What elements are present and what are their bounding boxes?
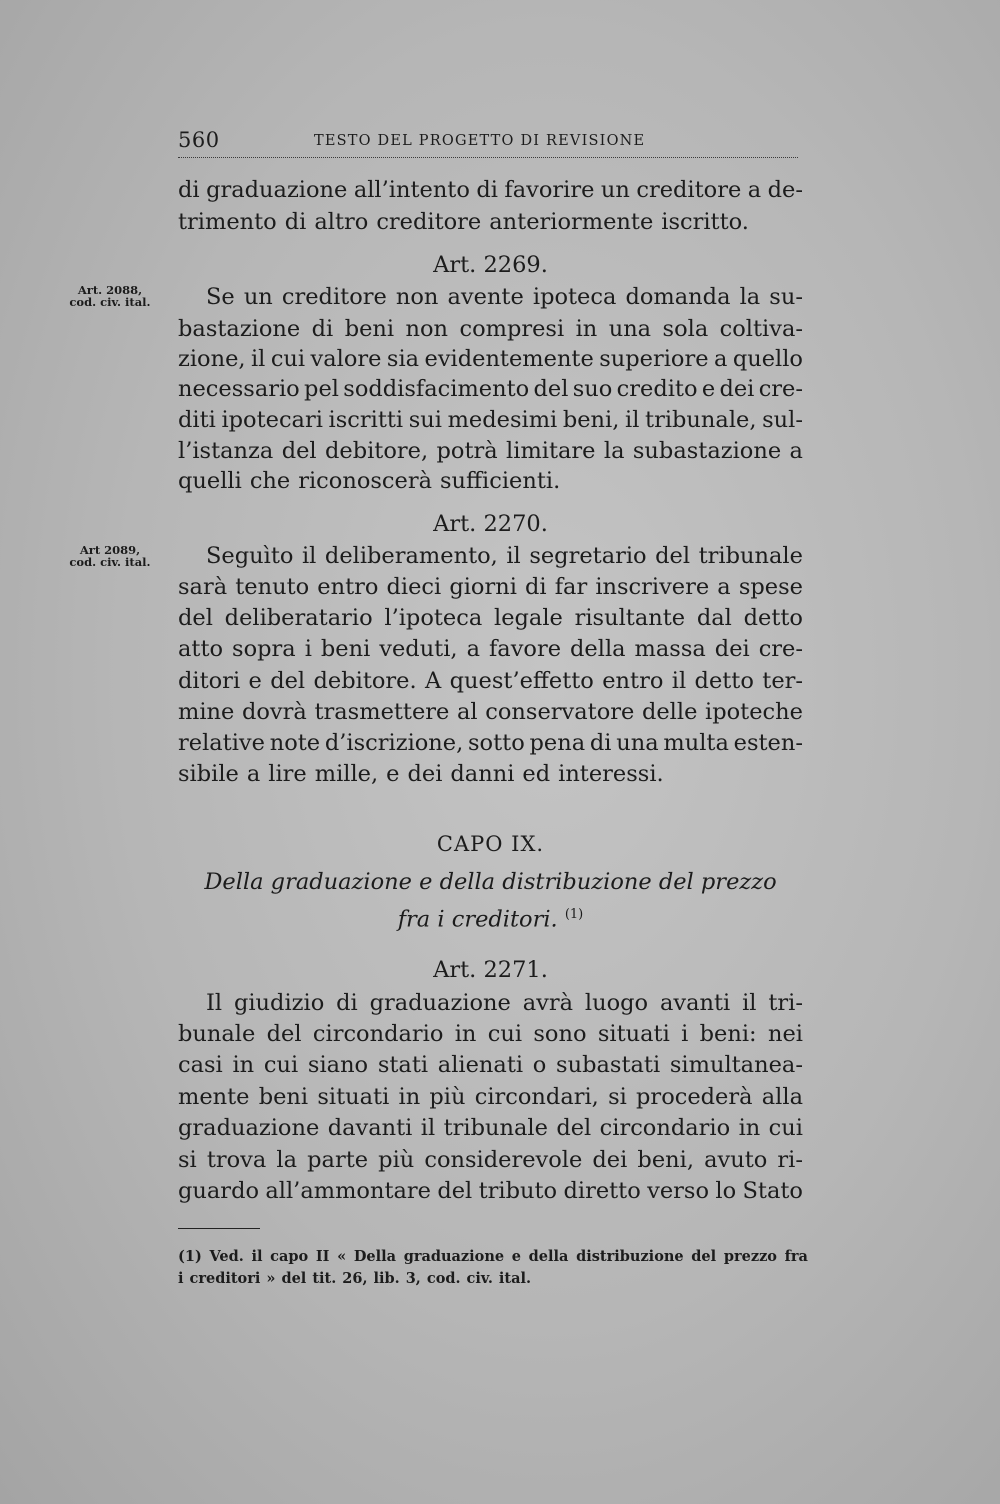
word: graduazione	[369, 990, 511, 1016]
word: suo	[572, 376, 613, 402]
word: circondario	[599, 1115, 731, 1141]
word: beni	[320, 636, 371, 662]
page-number: 560	[178, 128, 220, 152]
text-line	[178, 666, 803, 696]
text-line	[178, 697, 803, 727]
word: segretario	[529, 543, 647, 569]
word: diti	[178, 407, 216, 433]
word: Se	[206, 284, 235, 310]
word: deliberatario	[224, 605, 373, 631]
word: i	[304, 636, 312, 662]
word: in	[232, 1052, 255, 1078]
word: in	[738, 1115, 761, 1141]
word: veduti,	[379, 636, 458, 662]
text-line	[178, 175, 803, 205]
word: creditore	[636, 177, 742, 203]
word: avrà	[522, 990, 574, 1016]
word: e	[701, 376, 716, 402]
word: il	[250, 346, 266, 372]
word: la	[739, 284, 761, 310]
word: sopra	[232, 636, 296, 662]
word: superiore	[599, 346, 709, 372]
word: trova	[206, 1147, 267, 1173]
word: debitore,	[324, 438, 429, 464]
word: circondario	[312, 1021, 444, 1047]
word: del	[266, 1021, 302, 1047]
word: verso	[647, 1178, 710, 1204]
word: legale	[494, 605, 563, 631]
word: interessi.	[558, 761, 664, 787]
word: massa	[634, 636, 706, 662]
word: di	[589, 730, 612, 756]
word: ditori	[178, 668, 241, 694]
text-line	[178, 634, 803, 664]
word: avente	[447, 284, 524, 310]
word: creditori	[189, 1270, 261, 1287]
word: i	[681, 1021, 689, 1047]
word: della	[528, 1248, 569, 1265]
word: lire	[268, 761, 307, 787]
word: ipoteche	[705, 699, 803, 725]
word: sarà	[178, 574, 228, 600]
word: ter-	[762, 668, 803, 694]
word: entro	[317, 574, 379, 600]
word: sufficienti.	[440, 468, 561, 494]
word: multa	[663, 730, 729, 756]
word: credito	[616, 376, 698, 402]
word: un	[600, 177, 630, 203]
word: l’istanza	[178, 438, 274, 464]
text-line	[178, 759, 803, 789]
word: si	[178, 1147, 197, 1173]
word: avuto	[704, 1147, 768, 1173]
word: pena	[529, 730, 586, 756]
word: su-	[769, 284, 803, 310]
word: A	[425, 668, 442, 694]
word: atto	[178, 636, 224, 662]
word: della	[570, 636, 626, 662]
word: beni	[258, 1084, 309, 1110]
word: di	[178, 177, 200, 203]
word: deliberamento,	[324, 543, 498, 569]
word: in	[454, 1021, 477, 1047]
word: d’iscrizione,	[324, 730, 464, 756]
word: al	[457, 699, 478, 725]
chapter-subtitle-line: Della graduazione e della distribuzione del prezzo	[204, 869, 777, 895]
word: entro	[602, 668, 664, 694]
footnote-marker: (1)	[564, 907, 584, 922]
word: procederà	[636, 1084, 753, 1110]
word: situati	[597, 1021, 670, 1047]
word: il	[251, 1248, 263, 1265]
text-line	[178, 1082, 803, 1112]
word: Ved.	[209, 1248, 244, 1265]
word: trasmettere	[314, 699, 450, 725]
word: sia	[386, 346, 420, 372]
word: anteriormente	[489, 209, 654, 235]
running-title: TESTO DEL PROGETTO DI REVISIONE	[314, 133, 646, 149]
word: siano	[307, 1052, 369, 1078]
word: una	[616, 730, 659, 756]
word: diretto	[563, 1178, 641, 1204]
article-heading-2271: Art. 2271.	[433, 957, 548, 983]
word: che	[249, 468, 291, 494]
word: del	[281, 1270, 307, 1287]
chapter-title: CAPO IX.	[436, 832, 545, 856]
word: guardo	[178, 1178, 260, 1204]
word: ital.	[498, 1270, 532, 1287]
word: tribunale	[698, 543, 803, 569]
text-line	[178, 541, 803, 571]
word: circondari,	[474, 1084, 599, 1110]
word: zione,	[178, 346, 246, 372]
word: un	[243, 284, 273, 310]
margin-note-line: Art 2089,	[79, 543, 141, 557]
word: creditore	[281, 284, 387, 310]
word: limitare	[506, 438, 596, 464]
word: mille,	[314, 761, 379, 787]
word: del	[178, 605, 213, 631]
word: lo	[715, 1178, 737, 1204]
word: davanti	[327, 1115, 413, 1141]
word: di	[525, 574, 547, 600]
word: del	[533, 376, 569, 402]
text-line	[178, 988, 803, 1018]
word: il	[742, 990, 757, 1016]
header-rule	[178, 157, 798, 158]
word: non	[395, 284, 439, 310]
word: danni	[450, 761, 515, 787]
word: una	[608, 316, 652, 342]
text-line	[178, 1019, 803, 1049]
word: dovrà	[241, 699, 307, 725]
word: in	[398, 1084, 421, 1110]
word: in	[575, 316, 598, 342]
footnote-line	[178, 1247, 808, 1267]
text-line	[178, 374, 803, 404]
word: note	[269, 730, 321, 756]
word: tit.	[312, 1270, 337, 1287]
word: sotto	[468, 730, 525, 756]
word: cui	[270, 346, 306, 372]
word: beni	[344, 316, 395, 342]
word: evidentemente	[424, 346, 594, 372]
word: situati	[317, 1084, 390, 1110]
word: sola	[662, 316, 709, 342]
word: graduazione	[178, 1115, 320, 1141]
word: avanti	[659, 990, 731, 1016]
word: del	[655, 543, 691, 569]
word: 26,	[342, 1270, 368, 1287]
word: de-	[767, 177, 803, 203]
word: alienati	[437, 1052, 524, 1078]
word: pel	[304, 376, 339, 402]
word: sono	[533, 1021, 587, 1047]
word: tenuto	[235, 574, 310, 600]
word: fra	[784, 1248, 808, 1265]
word: sibile	[178, 761, 239, 787]
word: delle	[641, 699, 698, 725]
word: mine	[178, 699, 235, 725]
text-line	[178, 344, 803, 374]
word: cre-	[758, 636, 803, 662]
word: il	[301, 543, 317, 569]
chapter-subtitle-text: fra i creditori.	[397, 906, 558, 933]
word: cui	[487, 1021, 523, 1047]
word: dal	[696, 605, 732, 631]
word: a	[789, 438, 803, 464]
word: luogo	[584, 990, 649, 1016]
word: subastati	[556, 1052, 661, 1078]
word: spese	[738, 574, 803, 600]
word: del	[556, 1115, 592, 1141]
word: a	[713, 346, 728, 372]
word: relative	[178, 730, 265, 756]
word: ipoteca	[532, 284, 617, 310]
word: detto	[743, 605, 803, 631]
word: dei	[719, 376, 755, 402]
word: conservatore	[485, 699, 635, 725]
word: creditore	[376, 209, 482, 235]
word: il	[420, 1115, 436, 1141]
word: mente	[178, 1084, 250, 1110]
word: II	[315, 1248, 330, 1265]
word: ri-	[777, 1147, 803, 1173]
word: tri-	[768, 990, 803, 1016]
text-line	[178, 207, 803, 237]
word: di	[311, 316, 334, 342]
word: subastazione	[632, 438, 782, 464]
text-line	[178, 603, 803, 633]
word: più	[429, 1084, 466, 1110]
word: altro	[314, 209, 369, 235]
text-line	[178, 728, 803, 758]
word: beni:	[699, 1021, 757, 1047]
word: dei	[714, 636, 750, 662]
word: giorni	[449, 574, 517, 600]
word: bastazione	[178, 316, 301, 342]
word: cui	[768, 1115, 803, 1141]
word: quello	[732, 346, 803, 372]
word: valore	[310, 346, 382, 372]
word: e	[386, 761, 400, 787]
word: non	[405, 316, 449, 342]
word: domanda	[625, 284, 731, 310]
word: a	[246, 761, 261, 787]
word: la	[603, 438, 625, 464]
word: quest’effetto	[449, 668, 594, 694]
word: del	[270, 668, 306, 694]
word: casi	[178, 1052, 223, 1078]
word: stati	[377, 1052, 429, 1078]
word: tributo	[478, 1178, 558, 1204]
word: l’ipoteca	[384, 605, 483, 631]
word: necessario	[178, 376, 300, 402]
text-line	[178, 1050, 803, 1080]
page-header	[178, 128, 800, 158]
word: cod.	[426, 1270, 461, 1287]
word: si	[608, 1084, 627, 1110]
word: i	[178, 1270, 184, 1287]
word: capo	[270, 1248, 309, 1265]
word: sul-	[762, 407, 803, 433]
text-line	[178, 282, 803, 312]
text-line	[178, 405, 803, 435]
word: all’intento	[353, 177, 470, 203]
word: il	[671, 668, 687, 694]
word: cre-	[758, 376, 803, 402]
word: ed	[522, 761, 551, 787]
word: (1)	[178, 1248, 202, 1265]
word: bunale	[178, 1021, 256, 1047]
word: considerevole	[424, 1147, 583, 1173]
text-line	[178, 1145, 803, 1175]
text-line	[178, 572, 803, 602]
word: risultante	[574, 605, 686, 631]
word: dieci	[386, 574, 442, 600]
word: beni,	[562, 407, 620, 433]
word: il	[625, 407, 640, 433]
word: Della	[353, 1248, 397, 1265]
word: distribuzione	[576, 1248, 684, 1265]
margin-note-line: Art. 2088,	[77, 283, 143, 297]
word: sui	[408, 407, 442, 433]
margin-note-art-2089	[60, 544, 160, 568]
word: Seguìto	[206, 543, 294, 569]
word: iscritti	[328, 407, 404, 433]
margin-note-art-2088	[60, 284, 160, 308]
word: detto	[694, 668, 754, 694]
word: dei	[592, 1147, 628, 1173]
word: parte	[307, 1147, 369, 1173]
word: e	[248, 668, 262, 694]
word: graduazione	[403, 1248, 505, 1265]
word: inscrivere	[595, 574, 710, 600]
word: quelli	[178, 468, 242, 494]
text-line	[178, 314, 803, 344]
word: trimento	[178, 209, 277, 235]
word: tribunale,	[645, 407, 757, 433]
word: »	[266, 1270, 276, 1287]
word: graduazione	[206, 177, 348, 203]
word: a	[466, 636, 480, 662]
word: lib.	[373, 1270, 400, 1287]
word: potrà	[436, 438, 498, 464]
word: del	[281, 438, 317, 464]
word: di	[284, 209, 307, 235]
word: iscritto.	[661, 209, 749, 235]
footnote-rule	[178, 1228, 260, 1229]
word: 3,	[405, 1270, 421, 1287]
footnote-line	[178, 1269, 808, 1289]
word: del	[691, 1248, 717, 1265]
margin-note-line: cod. civ. ital.	[69, 555, 151, 569]
word: beni,	[637, 1147, 694, 1173]
word: di	[476, 177, 498, 203]
word: debitore.	[313, 668, 417, 694]
word: giudizio	[233, 990, 325, 1016]
text-line	[178, 1113, 803, 1143]
word: alla	[761, 1084, 803, 1110]
word: medesimi	[447, 407, 558, 433]
word: a	[717, 574, 731, 600]
word: di	[336, 990, 358, 1016]
word: la	[276, 1147, 298, 1173]
word: coltiva-	[719, 316, 803, 342]
word: a	[747, 177, 762, 203]
word: esten-	[733, 730, 803, 756]
word: tribunale	[443, 1115, 548, 1141]
word: prezzo	[723, 1248, 777, 1265]
article-heading-2270: Art. 2270.	[433, 511, 548, 537]
word: o	[532, 1052, 547, 1078]
word: dei	[407, 761, 443, 787]
word: «	[337, 1248, 347, 1265]
word: all’ammontare	[265, 1178, 431, 1204]
word: Stato	[742, 1178, 803, 1204]
article-heading-2269: Art. 2269.	[433, 252, 548, 278]
word: far	[554, 574, 588, 600]
word: cui	[263, 1052, 299, 1078]
word: favore	[488, 636, 562, 662]
word: più	[378, 1147, 415, 1173]
word: soddisfacimento	[343, 376, 530, 402]
margin-note-line: cod. civ. ital.	[69, 295, 151, 309]
text-line	[178, 466, 803, 496]
word: del	[437, 1178, 473, 1204]
word: civ.	[466, 1270, 493, 1287]
word: ipotecari	[221, 407, 323, 433]
word: e	[511, 1248, 522, 1265]
text-line	[178, 1176, 803, 1206]
text-line	[178, 436, 803, 466]
word: nei	[767, 1021, 803, 1047]
word: il	[506, 543, 521, 569]
word: riconoscerà	[298, 468, 433, 494]
word: simultanea-	[669, 1052, 803, 1078]
word: favorire	[504, 177, 595, 203]
word: Il	[206, 990, 223, 1016]
chapter-subtitle-line-2	[178, 900, 803, 935]
word: compresi	[459, 316, 565, 342]
